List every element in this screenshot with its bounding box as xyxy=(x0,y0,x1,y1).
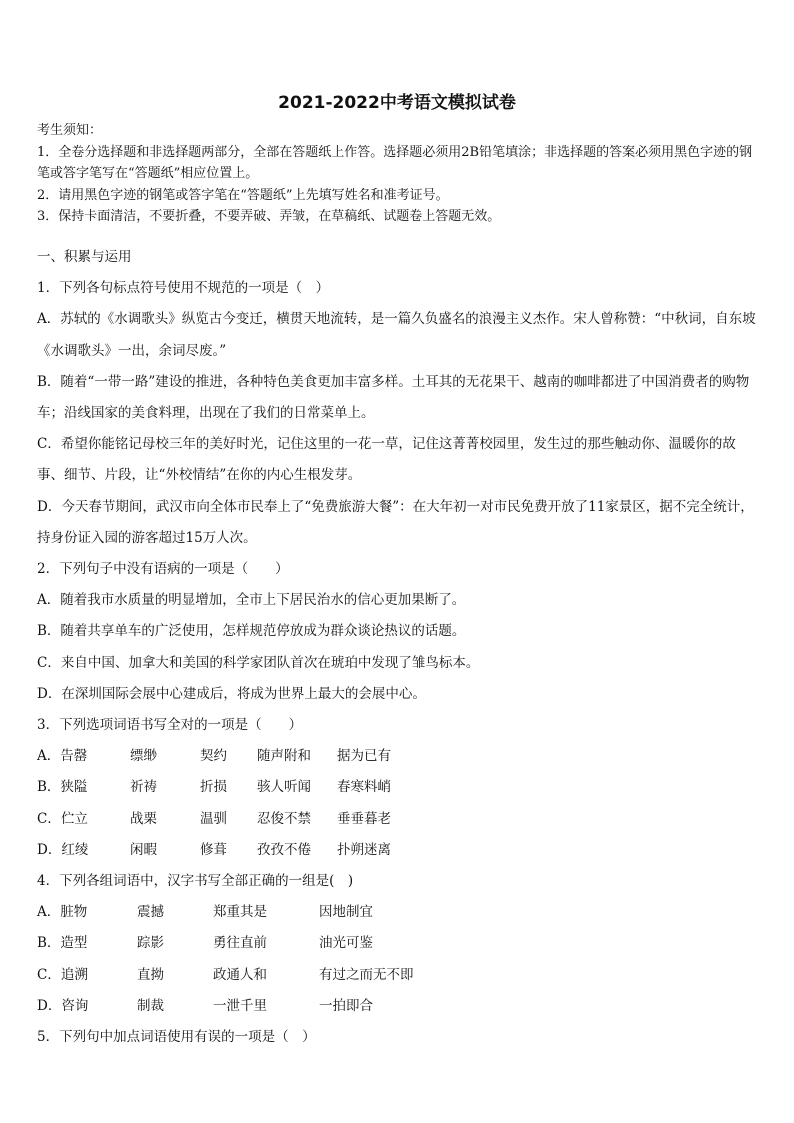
page-title: 2021-2022中考语文模拟试卷 xyxy=(278,93,516,113)
q3-option-row xyxy=(37,772,762,803)
question-stem-1: 1．下列各句标点符号使用不规范的一项是（ ） xyxy=(37,280,330,297)
q3-word: 战栗 xyxy=(130,810,157,827)
q4-word: 直拗 xyxy=(137,966,164,983)
q4-word: A．脏物 xyxy=(37,904,88,921)
q3-option-row xyxy=(37,835,762,866)
q3-options xyxy=(37,741,762,866)
q3-word: 闲暇 xyxy=(130,841,157,858)
q4-option-row xyxy=(37,928,762,959)
question-stem-3: 3．下列选项词语书写全对的一项是（ ） xyxy=(37,717,303,734)
question-stem-2: 2．下列句子中没有语病的一项是（ ） xyxy=(37,561,289,578)
q3-word: 忍俊不禁 xyxy=(257,810,311,827)
notice-item: 2．请用黑色字迹的钢笔或答字笔在“答题纸”上先填写姓名和准考证号。 xyxy=(37,187,449,203)
q3-option-row xyxy=(37,741,762,772)
section-heading: 一、积累与运用 xyxy=(37,249,132,265)
q3-word: 契约 xyxy=(200,748,227,765)
notice-heading: 考生须知： xyxy=(37,123,103,138)
q4-word: 一泄千里 xyxy=(213,997,267,1014)
q4-word: 政通人和 xyxy=(213,966,267,983)
q3-word: 随声附和 xyxy=(257,748,311,765)
q2-option-d: D．在深圳国际会展中心建成后，将成为世界上最大的会展中心。 xyxy=(37,685,426,702)
q1-option-c: C．希望你能铭记母校三年的美好时光，记住这里的一花一草，记住这菁菁校园里，发生过的那些触动你、温暖你的故事、细节、片段，让“外校情结”在你的内心生根发芽。 xyxy=(37,436,736,484)
q4-word: 郑重其是 xyxy=(213,904,267,921)
q3-word: C．伫立 xyxy=(37,810,88,827)
q4-word: 踪影 xyxy=(137,935,164,952)
q4-word: 震撼 xyxy=(137,904,164,921)
q4-word: 油光可鉴 xyxy=(319,935,373,952)
q1-option-d: D．今天春节期间，武汉市向全体市民奉上了“免费旅游大餐”：在大年初一对市民免费开放了11家景区，据不完全统计，持身份证入园的游客超过15万人次。 xyxy=(37,498,754,546)
questions-body xyxy=(37,242,762,1053)
q4-option-row xyxy=(37,960,762,991)
q1-option-a: A．苏轼的《水调歌头》纵览古今变迁，横贯天地流转，是一篇久负盛名的浪漫主义杰作。宋人曾称赞：“中秋词，自东坡《水调歌头》一出，余词尽废。” xyxy=(37,311,756,359)
notice-item: 1．全卷分选择题和非选择题两部分，全部在答题纸上作答。选择题必须用2B铅笔填涂；非选择题的答案必须用黑色字迹的钢笔或答字笔写在“答题纸”相应位置上。 xyxy=(37,144,753,181)
q2-option-a: A．随着我市水质量的明显增加，全市上下居民治水的信心更加果断了。 xyxy=(37,592,466,609)
q3-word: 据为已有 xyxy=(337,748,391,765)
q3-word: B．狭隘 xyxy=(37,779,88,796)
q4-word: 一拍即合 xyxy=(319,997,373,1014)
q3-word: 缥缈 xyxy=(130,748,157,765)
q3-word: 修葺 xyxy=(200,841,227,858)
q4-options xyxy=(37,897,762,1022)
q3-word: A．告罄 xyxy=(37,748,88,765)
q3-word: 祈祷 xyxy=(130,779,157,796)
q4-option-row xyxy=(37,897,762,928)
q3-word: D．红绫 xyxy=(37,841,89,858)
q2-option-c: C．来自中国、加拿大和美国的科学家团队首次在琥珀中发现了雏鸟标本。 xyxy=(37,654,480,671)
q2-option-b: B．随着共享单车的广泛使用，怎样规范停放成为群众谈论热议的话题。 xyxy=(37,623,466,640)
q3-word: 骇人听闻 xyxy=(257,779,311,796)
q3-word: 垂垂暮老 xyxy=(337,810,391,827)
notice-item: 3．保持卡面清洁，不要折叠，不要弄破、弄皱，在草稿纸、试题卷上答题无效。 xyxy=(37,209,501,224)
q4-word: 勇往直前 xyxy=(213,935,267,952)
q4-word: 有过之而无不即 xyxy=(319,966,414,983)
q4-option-row xyxy=(37,991,762,1022)
q3-word: 折损 xyxy=(200,779,227,796)
q1-option-b: B．随着“一带一路”建设的推进，各种特色美食更加丰富多样。土耳其的无花果干、越南的咖啡都进了中国消费者的购物车；沿线国家的美食料理，出现在了我们的日常菜单上。 xyxy=(37,373,750,422)
q4-word: D．咨询 xyxy=(37,997,89,1014)
q3-word: 扑朔迷离 xyxy=(337,841,391,858)
question-stem-5: 5．下列句中加点词语使用有误的一项是（ ） xyxy=(37,1029,316,1046)
q4-word: 因地制宜 xyxy=(319,904,373,921)
q3-option-row xyxy=(37,804,762,835)
q4-word: B．造型 xyxy=(37,935,88,952)
q3-word: 孜孜不倦 xyxy=(257,841,311,858)
q4-word: 制裁 xyxy=(137,997,164,1014)
q3-word: 春寒料峭 xyxy=(337,779,391,796)
q4-word: C．追溯 xyxy=(37,966,88,983)
q3-word: 温驯 xyxy=(200,810,227,827)
exam-notice xyxy=(37,120,762,228)
question-stem-4: 4．下列各组词语中，汉字书写全部正确的一组是( ) xyxy=(37,873,354,890)
